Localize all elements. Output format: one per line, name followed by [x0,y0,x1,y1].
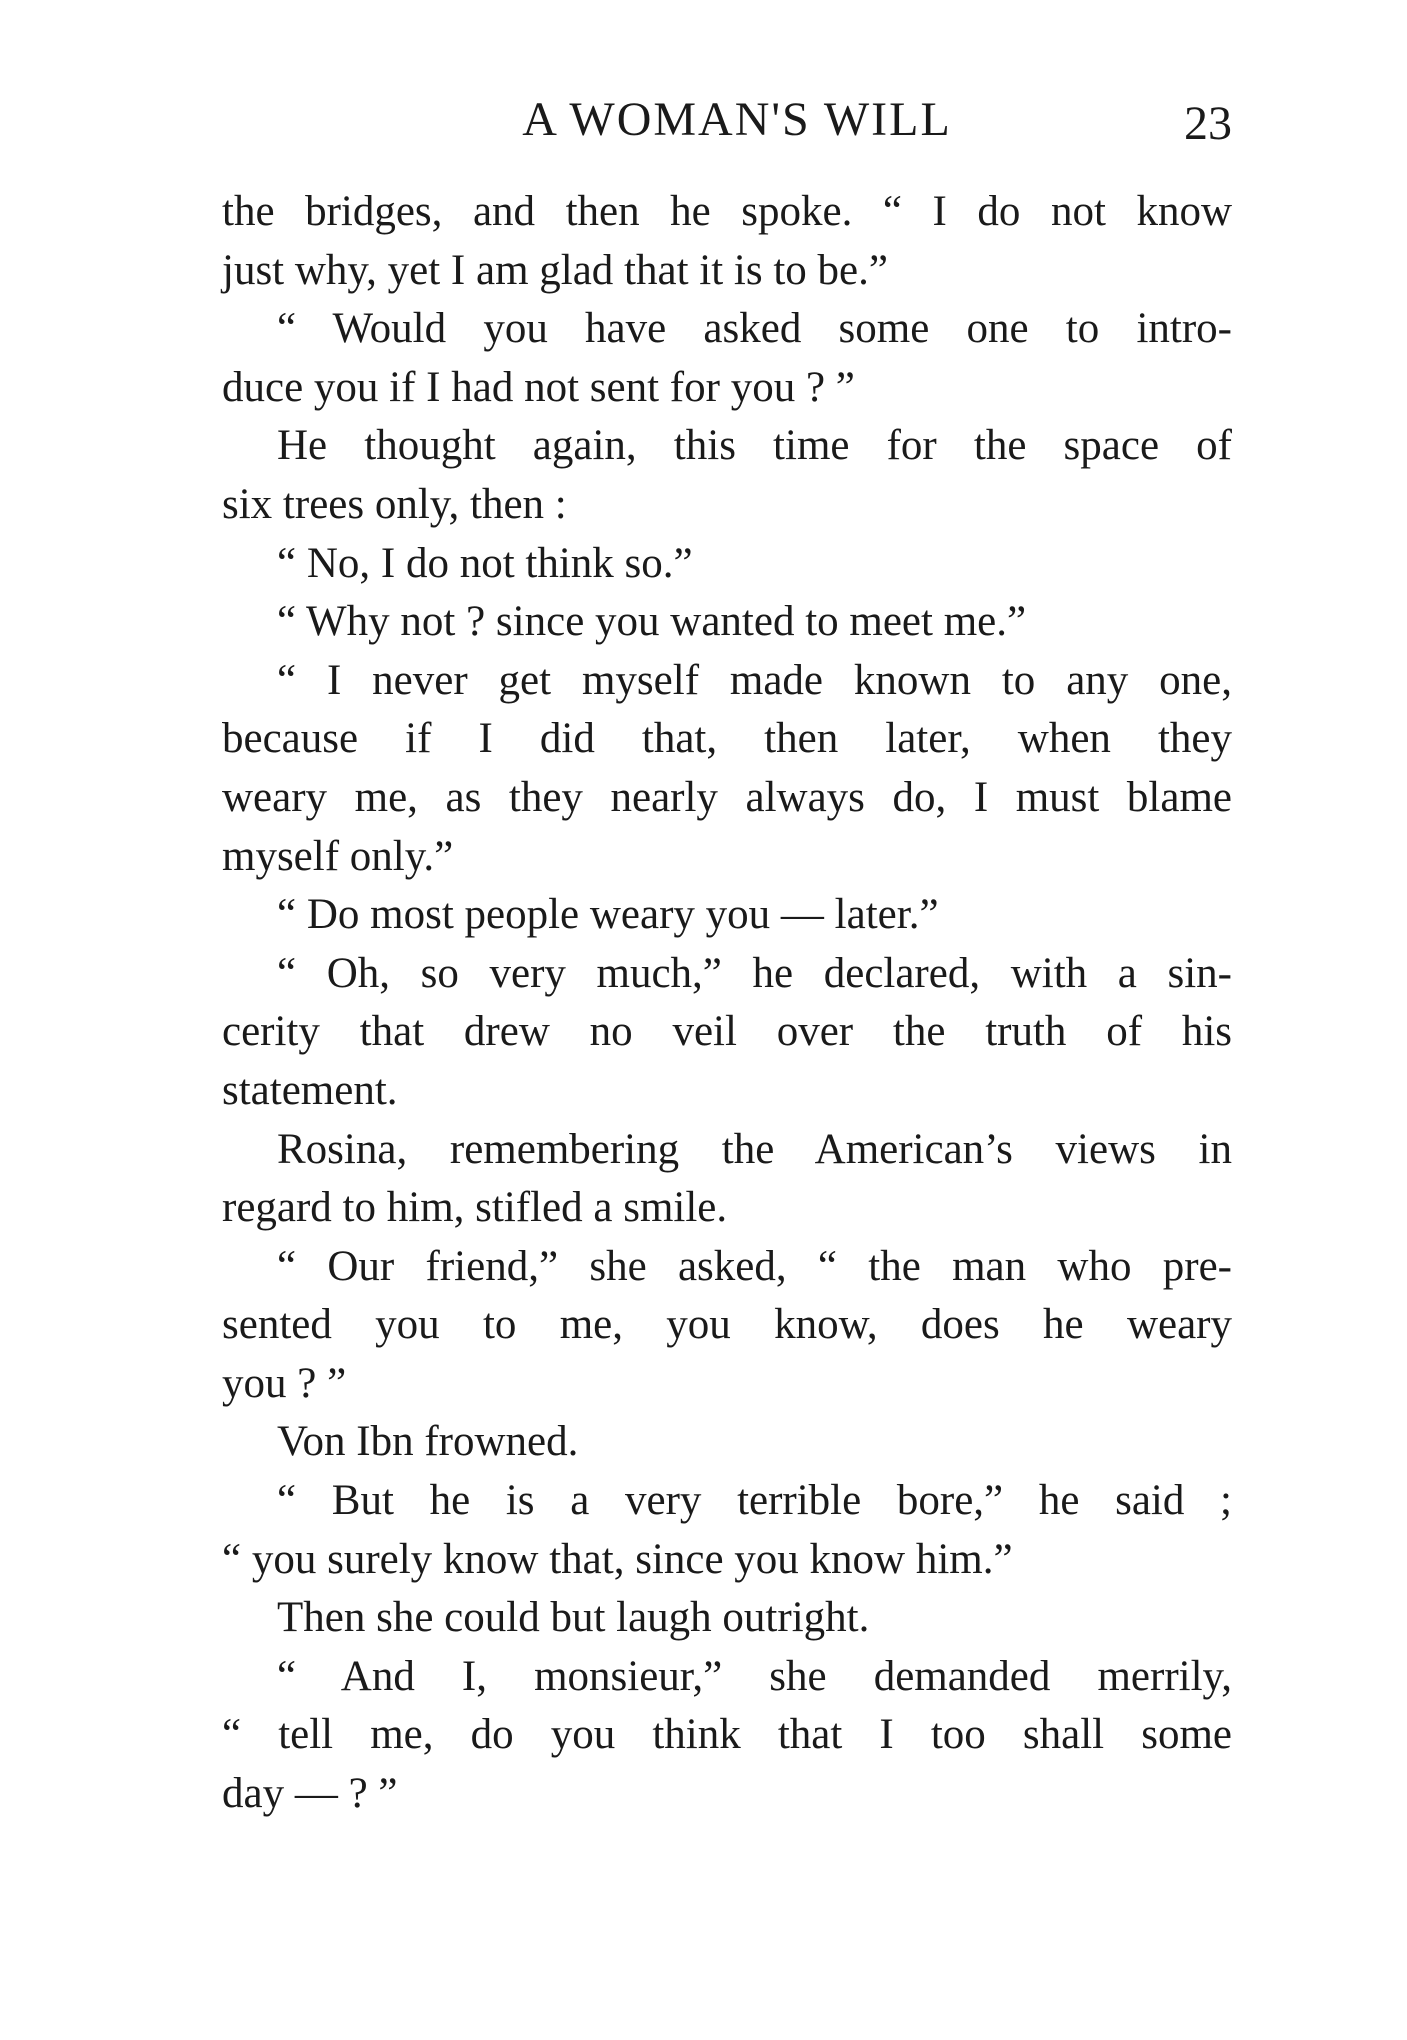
text-line: six trees only, then : [222,480,567,528]
running-title: A WOMAN'S WILL [522,93,952,146]
text-line: “ tell me, do you think that I too shall some [222,1711,1232,1759]
text-line: Von Ibn frowned. [277,1418,579,1466]
text-line: “ No, I do not think so.” [277,539,693,587]
text-line: He thought again, this time for the space of [277,422,1232,470]
text-line: just why, yet I am glad that it is to be.” [222,246,888,294]
body-text [222,183,1232,1824]
text-line: cerity that drew no veil over the truth of his [222,1008,1232,1056]
text-line: day — ? ” [222,1770,398,1818]
running-head [222,90,1232,150]
text-line: because if I did that, then later, when they [222,715,1232,763]
text-line: “ Would you have asked some one to intro- [277,305,1232,353]
text-line: weary me, as they nearly always do, I must blame [222,773,1232,821]
text-line: “ Oh, so very much,” he declared, with a sin- [277,949,1232,997]
text-line: the bridges, and then he spoke. “ I do not know [222,188,1232,235]
text-line: Rosina, remembering the American’s views in [277,1125,1232,1173]
page-number: 23 [1184,97,1232,150]
text-line: “ you surely know that, since you know him.” [222,1535,1013,1583]
text-line: sented you to me, you know, does he weary [222,1301,1232,1349]
text-line: “ Do most people weary you — later.” [277,891,939,939]
text-line: statement. [222,1066,398,1114]
text-line: regard to him, stifled a smile. [222,1184,728,1232]
text-line: myself only.” [222,832,454,880]
text-line: “ But he is a very terrible bore,” he said ; [277,1477,1232,1525]
text-line: “ Why not ? since you wanted to meet me.” [277,598,1027,646]
text-line: “ Our friend,” she asked, “ the man who pre- [277,1242,1232,1290]
text-line: “ I never get myself made known to any one, [277,656,1232,704]
text-line: duce you if I had not sent for you ? ” [222,363,855,411]
text-line: you ? ” [222,1359,347,1407]
text-line: “ And I, monsieur,” she demanded merrily, [277,1652,1232,1700]
text-line: Then she could but laugh outright. [277,1594,870,1642]
